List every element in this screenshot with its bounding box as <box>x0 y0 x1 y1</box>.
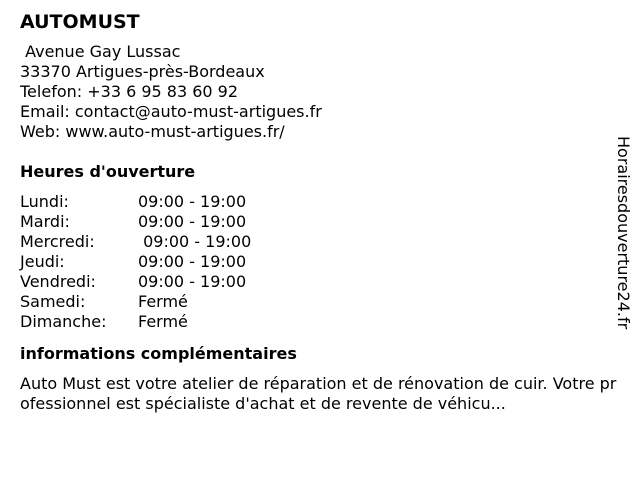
opening-hours-table <box>20 192 251 332</box>
day-hours: 09:00 - 19:00 <box>138 212 247 231</box>
day-hours: 09:00 - 19:00 <box>138 252 247 271</box>
day-label: Dimanche: <box>20 312 107 331</box>
business-name: AUTOMUST <box>20 11 140 33</box>
day-hours: Fermé <box>138 312 188 331</box>
day-label: Lundi: <box>20 192 69 211</box>
hours-row-saturday <box>20 292 251 312</box>
additional-info-heading: informations complémentaires <box>20 344 297 363</box>
hours-row-wednesday <box>20 232 251 252</box>
phone-number[interactable]: Telefon: +33 6 95 83 60 92 <box>20 82 239 101</box>
opening-hours-heading: Heures d'ouverture <box>20 162 196 181</box>
day-label: Mardi: <box>20 212 70 231</box>
day-hours: 09:00 - 19:00 <box>138 232 252 251</box>
day-hours: 09:00 - 19:00 <box>138 192 247 211</box>
day-hours: 09:00 - 19:00 <box>138 272 247 291</box>
site-watermark: Horairesdouverture24.fr <box>614 136 633 330</box>
address-block <box>20 42 620 142</box>
hours-row-sunday <box>20 312 251 332</box>
business-description: Auto Must est votre atelier de réparation et de rénovation de cuir. Votre professionnel est spécialiste d'achat et de revente de véhicu... <box>20 374 617 413</box>
hours-row-thursday <box>20 252 251 272</box>
day-label: Mercredi: <box>20 232 95 251</box>
postal-city: 33370 Artigues-près-Bordeaux <box>20 62 265 81</box>
day-label: Vendredi: <box>20 272 96 291</box>
street-address: Avenue Gay Lussac <box>20 42 181 61</box>
day-label: Jeudi: <box>20 252 65 271</box>
hours-row-monday <box>20 192 251 212</box>
day-label: Samedi: <box>20 292 86 311</box>
hours-row-friday <box>20 272 251 292</box>
hours-row-tuesday <box>20 212 251 232</box>
business-card <box>20 10 620 414</box>
email-address[interactable]: Email: contact@auto-must-artigues.fr <box>20 102 322 121</box>
day-hours: Fermé <box>138 292 188 311</box>
website-url[interactable]: Web: www.auto-must-artigues.fr/ <box>20 122 285 141</box>
